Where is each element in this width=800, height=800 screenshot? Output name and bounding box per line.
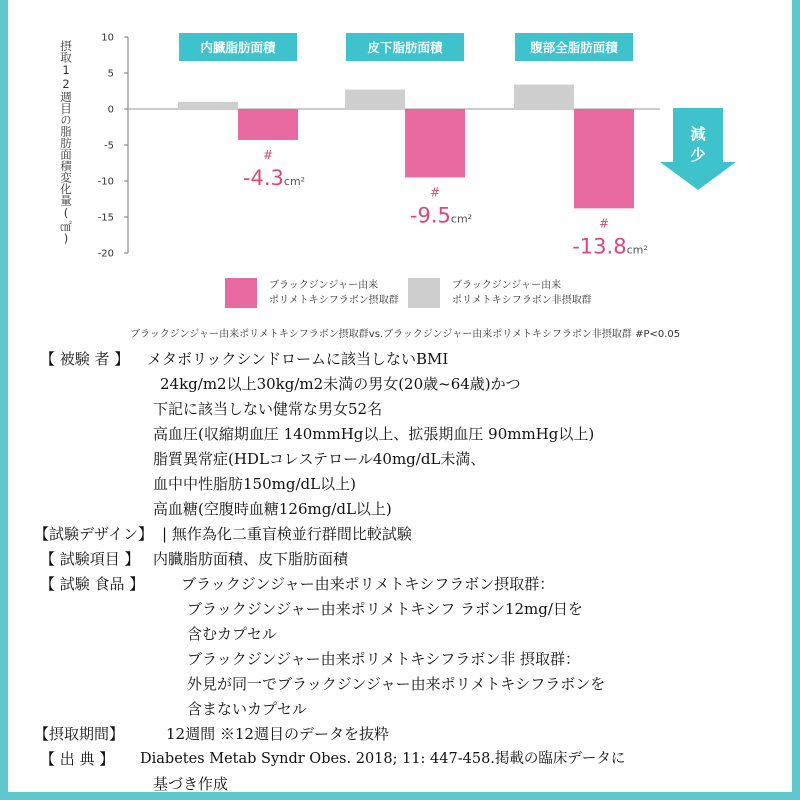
y-tick-label: 10 [101,32,114,44]
value-unit: cm² [283,174,306,188]
y-tick-label: -5 [104,140,114,152]
value-label [243,166,305,190]
subjects-line-7: 高血糖(空腹時血糖126mg/dL以上) [153,500,392,518]
arrow-label-char: 少 [690,146,706,164]
value-number: -13.8 [572,234,627,259]
significance-mark: # [598,216,610,231]
bar-treated [238,109,298,140]
y-tick-label: -15 [97,212,114,224]
footnote: ブラックジンジャー由来ポリメトキシフラボン摂取群vs.ブラックジンジャー由来ポリメトキシフラボン非摂取群 #P<0.05 [130,329,681,340]
food-line-1: ブラックジンジャー由来ポリメトキシフラボン摂取群： [181,575,555,593]
subjects-line-4: 高血圧(収縮期血圧 140mmHg以上、拡張期血圧 90mmHg以上) [153,425,595,443]
food-line-5: 外見が同一でブラックジンジャー由来ポリメトキシフラボンを [187,675,606,693]
source-line-2: 基づき作成 [153,775,229,793]
legend-control-line2: ポリメトキシフラボン非摂取群 [452,295,592,306]
food-label: 【 試験 食品 】 [40,575,145,593]
arrow-label-char: 減 [690,125,706,143]
subjects-label: 【 被験 者 】 [40,350,130,368]
y-tick-label: -20 [97,248,114,260]
significance-mark: # [429,185,441,200]
legend-swatch-control [408,278,440,308]
subjects-line-1: メタボリックシンドロームに該当しないBMI [147,350,449,368]
subjects-line-5: 脂質異常症(HDLコレステロール40mg/dL未満、 [153,450,486,468]
subjects-line-2: 24kg/m2以上30kg/m2未満の男女(20歳~64歳)かつ [160,375,521,393]
design-text: | 無作為化二重盲検並行群間比較試験 [162,525,412,543]
value-unit: cm² [626,243,648,257]
items-text: 内臓脂肪面積、皮下脂肪面積 [153,550,349,568]
legend-treated-line2: ポリメトキシフラボン摂取群 [269,295,399,306]
period-text: 12週間 ※12週目のデータを抜粋 [166,725,389,743]
bar-control [345,90,405,109]
value-label [572,234,648,258]
legend-control-line1: ブラックジンジャー由来 [452,280,562,291]
food-line-6: 含まないカプセル [187,700,307,718]
source-label: 【 出 典 】 [40,750,115,768]
significance-mark: # [262,147,274,162]
items-label: 【 試験項目 】 [40,550,140,568]
legend-swatch-treated [225,278,257,308]
y-tick-label: 0 [107,104,114,116]
y-axis-label: 摂取12週目の脂肪面積変化量(㎠) [59,40,73,246]
value-number: -4.3 [242,165,284,190]
food-line-2: ブラックジンジャー由来ポリメトキシフ ラボン12mg/日を [187,600,583,618]
bar-chart [0,0,800,345]
category-label: 腹部全脂肪面積 [530,40,618,55]
y-tick-label: -10 [97,176,114,188]
bar-treated [405,109,465,177]
food-line-4: ブラックジンジャー由来ポリメトキシフラボン非 摂取群： [187,650,580,668]
bar-treated [574,109,634,208]
source-line-1: Diabetes Metab Syndr Obes. 2018; 11: 447-458.掲載の臨床データに [140,751,626,767]
category-label: 皮下脂肪面積 [367,40,443,55]
value-number: -9.5 [409,203,451,228]
subjects-line-6: 血中中性脂肪150mg/dL以上) [153,475,356,493]
food-line-3: 含むカプセル [187,625,277,643]
bar-control [514,85,574,109]
subjects-line-3: 下記に該当しない健常な男女52名 [153,400,383,418]
legend-treated-line1: ブラックジンジャー由来 [269,280,379,291]
value-unit: cm² [450,212,473,226]
value-label [410,203,472,227]
period-label: 【摂取期間】 [34,725,125,743]
bar-control [178,102,238,109]
y-tick-label: 5 [107,68,114,80]
design-label: 【試験デザイン】 [34,525,153,543]
category-label: 内臓脂肪面積 [200,40,276,55]
